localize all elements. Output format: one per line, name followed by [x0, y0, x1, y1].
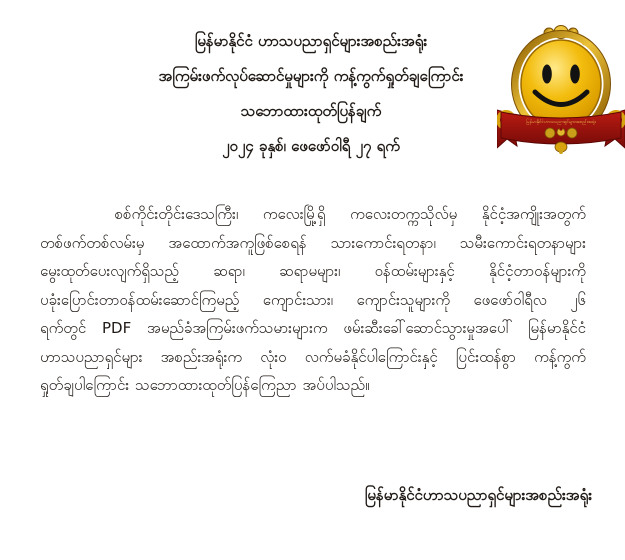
association-emblem-logo [497, 20, 625, 154]
title-line-date: ၂၀၂၄ ခုနှစ်၊ ဖေဖော်ဝါရီ ၂၇ ရက် [222, 137, 400, 155]
body-word: PDF [102, 319, 132, 337]
body-line-2 [40, 229, 586, 258]
body-word: ဆရာ၊ [213, 262, 245, 280]
body-word: ပခုံးပြောင်းတာဝန်ထမ်းဆောင်ကြမည့် [40, 290, 240, 309]
body-word: ဆရာမများ၊ [279, 262, 341, 280]
emblem-bottom-ornament [555, 142, 567, 154]
body-word: နိုင်ငံ့အကျိုးအတွက် [481, 205, 586, 223]
ribbon-text: မြန်မာနိုင်ငံဟာသပညာရှင်များအစည်းအရုံး [526, 120, 596, 125]
body-word: သားကောင်းရတနာ၊ [330, 233, 436, 252]
body-word: လုံးဝ [260, 347, 287, 366]
body-word: အမည်ခံအကြမ်းဖက်သမားများက [147, 319, 328, 337]
smiley-face [521, 40, 601, 128]
body-word: လက်မခံနိုင်ပါကြောင်းနှင့် [304, 347, 438, 366]
body-line-6 [40, 343, 586, 372]
title-line-statement-type: သဘောထားထုတ်ပြန်ချက် [240, 102, 382, 120]
body-word: ကျောင်းသူများကို [356, 290, 451, 309]
body-word: အထောက်အကူဖြစ်စေရန် [168, 233, 307, 252]
body-word: ၂၆ [570, 290, 586, 309]
body-word: သမီးကောင်းရတနာများ [459, 233, 586, 252]
body-word: ကလေးမြို့ရှိ [262, 205, 326, 223]
body-word: တစ်ဖက်တစ်လမ်းမှ [40, 233, 145, 252]
body-word: အပ်ပါသည်။ [302, 376, 370, 394]
body-line-7 [40, 371, 586, 400]
body-word: နိုင်ငံ့တာဝန်များကို [489, 262, 586, 280]
document-header [95, 24, 527, 164]
body-word: စစ်ကိုင်းတိုင်းဒေသကြီး၊ [114, 205, 239, 223]
body-word: ဖမ်းဆီးခေါ်ဆောင်သွားမှုအပေါ် [343, 319, 513, 337]
body-word: ရှုတ်ချပါကြောင်း [40, 376, 130, 394]
title-line-subject: အကြမ်းဖက်လုပ်ဆောင်မှုများကို ကန့်ကွက်ရှုတ်ချကြောင်း [158, 67, 464, 85]
body-word: သဘောထားထုတ်ပြန်ကြေညာ [135, 376, 297, 394]
statement-body [40, 200, 586, 400]
body-line-4 [40, 286, 586, 315]
body-word: ကလေးတက္ကသိုလ်မှ [350, 205, 458, 223]
title-line-organization: မြန်မာနိုင်ငံ ဟာသပညာရှင်များအစည်းအရုံး [194, 32, 428, 50]
body-word: မွေးထုတ်ပေးလျက်ရှိသည့် [40, 262, 179, 280]
body-word: ပြင်းထန်စွာ [455, 347, 516, 366]
smiley-emblem-icon [497, 20, 625, 154]
body-word: ဝန်ထမ်းများနှင့် [374, 262, 455, 280]
smiley-left-eye [542, 65, 552, 84]
body-word: အစည်းအရုံးက [160, 347, 243, 366]
signature-line: မြန်မာနိုင်ငံဟာသပညာရှင်များအစည်းအရုံး [364, 486, 592, 504]
body-word: ဟာသပညာရှင်များ [40, 347, 143, 366]
body-line-5 [40, 314, 586, 343]
paragraph-indent [40, 200, 90, 229]
body-word: မြန်မာနိုင်ငံ [528, 319, 586, 337]
body-line-3 [40, 257, 586, 286]
body-word: ကျောင်းသား၊ [262, 290, 334, 309]
body-word: ရက်တွင် [40, 319, 87, 337]
body-word: ကန့်ကွက် [534, 347, 586, 366]
smiley-right-eye [570, 65, 580, 84]
body-word: ဖေဖော်ဝါရီလ [473, 290, 547, 309]
body-line-1 [40, 200, 586, 229]
